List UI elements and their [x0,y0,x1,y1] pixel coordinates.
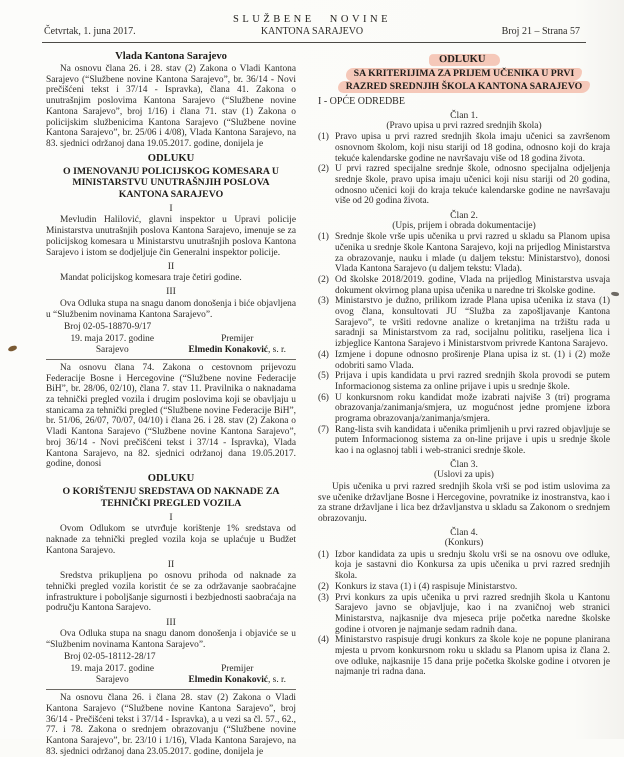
decision1-title: O IMENOVANJU POLICIJSKOG KOMESARA U MINISTARSTVU UNUTRAŠNJIH POSLOVA KANTONA SARAJEVO [63,165,279,200]
item-text: U prvi razred specijalne srednje škole, odnosno specijalna odjeljenja srednje škole, pravo upisa imaju učenici koji nisu stariji od 20 godina, odnosno učenici koji do kraja tekuće kalendarske godine ne navršavaju više od 20 godina života. [335,164,610,207]
issue-page-number: Broj 21 – Strana 57 [501,26,580,37]
article-item [318,371,610,392]
signatory-name: Elmedin Konaković [188,674,268,685]
decision1-word: ODLUKU [147,152,195,164]
article-body: Upis učenika u prvi razred srednjih škola vrši se pod istim uslovima za sve učenike državljane Bosne i Hercegovine, povratnike iz inostranstva, kao i za strane državljane i lica bez državljanstva u skladu sa Zakonom o srednjem obrazovanju. [318,481,610,524]
section-text: Ova Odluka stupa na snagu danom donošenja i biće objavljena u “Službenim novinama Kantona Sarajevo”. [46,298,296,320]
section-numeral: III [166,616,176,628]
signature-date: 19. maja 2017. godine [70,333,155,344]
header-meta-row [44,26,580,40]
two-column-body [0,43,624,757]
signatory-name-line [179,675,297,686]
document-number: Broj 02-05-18112-28/17 [64,652,156,663]
issue-date: Četvrtak, 1. juna 2017. [44,26,136,37]
article-item [318,425,610,457]
section-numeral: I [169,202,173,214]
signatory-role: Premijer [221,663,254,674]
item-marker: (4) [318,349,329,360]
item-text: Srednje škole vrše upis učenika u prvi razred u skladu sa Planom upisa učenika u srednje škole Kantona Sarajevo, koji na prijedlog Ministarstva za obrazovanje, nauku i mlade (u daljem tekstu: Ministarstvo), donosi Vlada Kantona Sarajevo (u daljem tekstu: Vlada). [335,232,610,275]
article-number: Član 2. [450,209,478,221]
highlight-mark: RAZRED SREDNJIH ŠKOLA KANTONA SARAJEVO [338,81,590,94]
part-heading: I - OPĆE ODREDBE [318,96,405,108]
signature-block [46,652,296,686]
decision2-word: ODLUKU [147,472,195,484]
item-marker: (6) [318,392,329,403]
signatory-suffix: , s. r. [267,344,286,355]
item-marker: (7) [318,424,329,435]
item-marker: (1) [318,132,329,143]
article-item [318,275,610,296]
article-item [318,635,610,678]
decision2-title: O KORIŠTENJU SREDSTAVA OD NAKNADE ZA TEHNIČKI PREGLED VOZILA [62,485,280,509]
section-text: Mevludin Halilović, glavni inspektor u Upravi policije Ministarstva unutrašnjih poslova Kantona Sarajevo, imenuje se za policijskog komesara u Ministarstvu unutrašnjih poslova Kantona Sarajevo i istom se dodjeljuje čin Generalni inspektor policije. [46,215,296,258]
article-item [318,232,610,275]
item-text: Konkurs iz stava (1) i (4) raspisuje Ministarstvo. [335,581,518,592]
item-marker: (2) [318,581,329,592]
article-item [318,164,610,207]
signature-place: Sarajevo [95,674,129,685]
signature-date: 19. maja 2017. godine [70,663,155,674]
page-header [0,0,624,43]
left-column [46,51,296,757]
document-number: Broj 02-05-18870-9/17 [64,322,152,333]
item-marker: (3) [318,296,329,307]
article-item [318,393,610,425]
article-subtitle: (Konkurs) [444,538,484,549]
article-item [318,296,610,350]
section-text: Ova Odluka stupa na snagu danom donošenja i objaviće se u “Službenim novinama Kantona Sarajevo”. [46,629,296,650]
article-subtitle: (Upis, prijem i obrada dokumentacije) [392,220,536,231]
right-column [318,51,610,757]
signature-place: Sarajevo [95,344,129,355]
article-subtitle: (Pravo upisa u prvi razred srednjih škola) [386,120,542,131]
section-text: Mandat policijskog komesara traje četiri godine. [60,273,242,284]
item-text: Pravo upisa u prvi razred srednjih škola imaju učenici sa završenom osnovnom školom, koji nisu stariji od 18 godina, odnosno koji do kraja tekuće kalendarske godine ne navršavaju više od 18 godina života. [335,132,610,164]
item-text: Prvi konkurs za upis učenika u prvi razred srednjih škola u Kantonu Sarajevo javno se objavljuje, kao i na zvaničnoj web stranici Ministarstva, najkasnije dva mjeseca prije početka naredne školske godine i otvoren je najmanje sedam radnih dana. [335,592,610,635]
closing-preamble: Na osnovu člana 26. i člana 28. stav (2) Zakona o Vladi Kantona Sarajevo (“Službene novine Kantona Sarajevo”, broj 36/14 - Prečišćeni tekst i 37/14 - Ispravka), a u vezi sa čl. 57., 62., 77. i 78. Zakona o srednjem obrazovanju (“Službene novine Kantona Sarajevo”, br. 23/10 i 1/16), Vlada Kantona Sarajevo, na 83. sjednici održanoj dana 23.05.2017. godine, donijela je [46,693,296,757]
signatory-name-line [179,345,297,356]
authority-heading: Vlada Kantona Sarajevo [115,51,227,62]
item-text: Izbor kandidata za upis u srednju školu vrši se na osnovu ove odluke, koja je sastavni dio Konkursa za upis učenika u prvi razred srednjih škola. [335,549,610,582]
decision3-word [318,54,610,66]
signatory-role: Premijer [221,333,254,344]
section-divider [46,359,296,360]
section-divider [46,689,296,690]
article-number: Član 4. [450,527,478,539]
highlight-mark: ODLUKU [429,54,500,66]
article-item [318,593,610,636]
article-subtitle: (Uslovi za upis) [434,470,494,481]
decision1-preamble: Na osnovu člana 26. i 28. stav (2) Zakona o Vladi Kantona Sarajevo (“Službene novine Kantona Sarajevo”, br. 36/14 - Novi prečišćeni tekst i 37/14 - Ispravka), člana 41. Zakona o unutrašnjim poslovima Kantona Sarajevo (“Službene novine Kantona Sarajevo”, broj 1/16) i člana 71. stav (1) Zakona o policijskim službenicima Kantona Sarajevo (“Službene novine Kantona Sarajevo”, br. 25/06 i 4/08), Vlada Kantona Sarajevo, na 83. sjednici održanoj dana 19.05.2017. godine, donijela je [46,64,296,149]
item-text: Izmjene i dopune odnosno proširenje Plana upisa iz st. (1) i (2) može odobriti samo Vlada. [335,349,610,371]
article-number: Član 3. [450,459,478,471]
article-number: Član 1. [450,109,478,121]
article-item [318,550,610,582]
item-marker: (1) [318,232,329,243]
item-text: Rang-lista svih kandidata i učenika primljenih u prvi razred objavljuje se putem Informacionog sistema za on-line prijave i upis u srednje škole kao i na oglasnoj tabli i web-stranici srednje škole. [335,424,610,457]
gazette-subtitle: KANTONA SARAJEVO [260,26,364,37]
item-marker: (5) [318,371,329,382]
article-item [318,582,610,593]
article-item [318,132,610,164]
item-marker: (4) [318,635,329,646]
item-marker: (2) [318,274,329,285]
item-text: Ministarstvo je dužno, prilikom izrade Plana upisa učenika iz stava (1) ovog člana, konsultovati JU “Služba za zapošljavanje Kantona Sarajevo”, te vršiti redovne analize o kretanjima na tržištu rada u saradnji sa Ministarstvom za rad, socijalnu politiku, raseljena lica i izbjeglice Kantona Sarajevo i Ministarstvom privrede Kantona Sarajevo. [335,296,610,350]
decision2-preamble: Na osnovu člana 74. Zakona o cestovnom prijevozu Federacije Bosne i Hercegovine (“Službene novine Federacije BiH”, br. 28/06, 02/10), člana 7. stav 11. Pravilnika o naknadama za tehnički pregled vozila i drugim poslovima koji se obavljaju u stanicama za tehnički pregled (“Službene novine Federacije BiH”, br. 51/06, 26/07, 70/07, 04/10) i člana 26. i 28. stav (2) Zakona o Vladi Kantona Sarajevo (“Službene novine Kantona Sarajevo”, broj 36/14 - Novi prečišćeni tekst i 37/14 - Ispravka), Vlada Kantona Sarajevo, na 82. sjednici održanoj dana 19.05.2017. godine, donosi [46,362,296,470]
item-text: Ministarstvo raspisuje drugi konkurs za škole koje ne popune planirana mjesta u prvom konkursnom roku u skladu sa Planom upisa iz člana 2. ove odluke, najkasnije 15 dana prije početka školske godine i otvoren je najmanje tri radna dana. [335,635,610,678]
article-item [318,350,610,371]
section-numeral: I [169,511,173,523]
signatory-name: Elmedin Konaković [188,344,268,355]
item-text: Od školske 2018/2019. godine, Vlada na prijedlog Ministarstva usvaja dokument okvirnog plana upisa učenika u naredne tri školske godine. [335,274,610,296]
section-numeral: III [166,286,176,298]
item-text: Prijava i upis kandidata u prvi razred srednjih škola provodi se putem Informacionog sistema za online prijave i upis u srednje škole. [335,371,610,392]
section-numeral: II [167,260,175,272]
item-marker: (1) [318,549,329,560]
item-marker: (3) [318,592,329,603]
signature-block [46,322,296,356]
decision3-title [324,68,604,93]
section-text: Ovom Odlukom se utvrđuje korištenje 1% sredstava od naknade za tehnički pregled vozila koja se uplaćuje u Budžet Kantona Sarajevo. [46,524,296,556]
gazette-title: SLUŽBENE NOVINE [232,14,392,25]
section-text: Sredstva prikupljena po osnovu prihoda od naknade za tehnički pregled vozila koristit će se za održavanje saobraćajne infrastrukture i poboljšanje sigurnosti i bezbjednosti saobraćaja na području Kantona Sarajevo. [46,571,296,614]
section-numeral: II [167,558,175,570]
signatory-suffix: , s. r. [267,674,286,685]
item-text: U konkursnom roku kandidat može izabrati najviše 3 (tri) programa obrazovanja/zanimanja/smjera, uz mogućnost jedne promjene izbora programa obrazovanja/zanimanja/smjera. [335,392,610,425]
highlight-mark: SA KRITERIJIMA ZA PRIJEM UČENIKA U PRVI [346,68,583,81]
item-marker: (2) [318,164,329,175]
